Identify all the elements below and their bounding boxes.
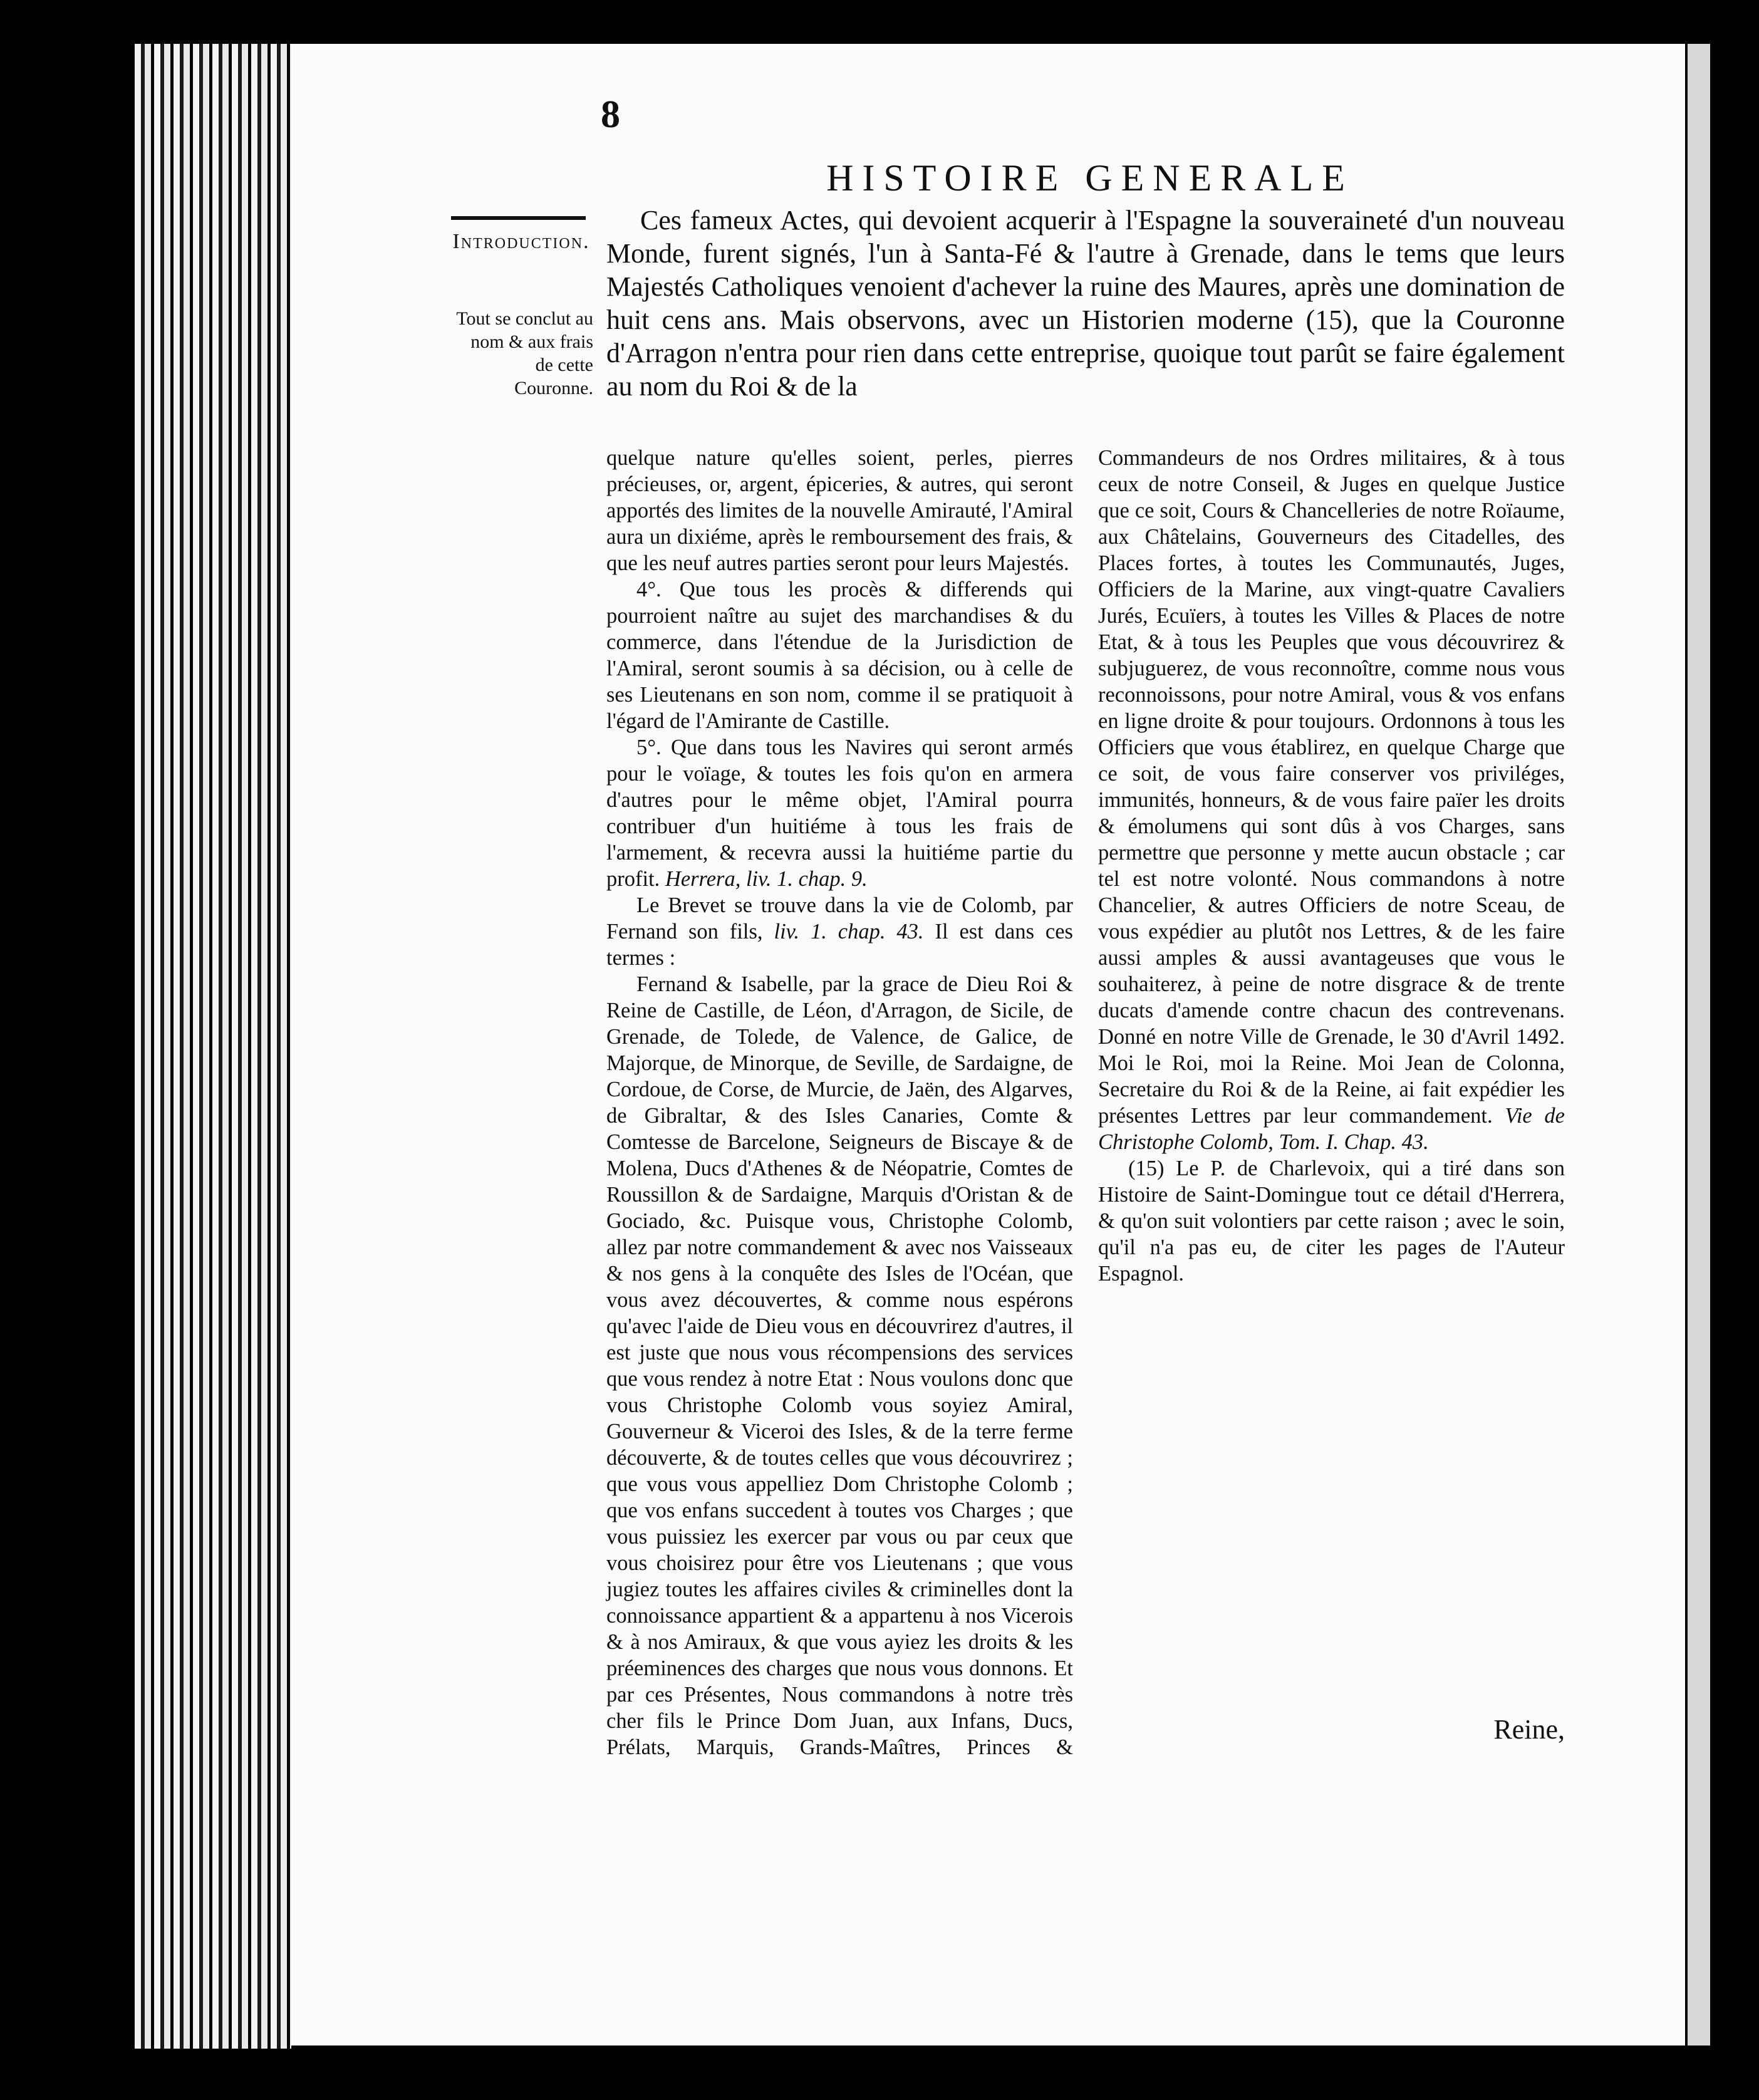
lead-paragraph: Ces fameux Actes, qui devoient acquerir à l'Espagne la souveraineté d'un nouveau Monde, furent signés, l'un à Santa-Fé & l'autre à Grenade, dans le tems que leurs Majestés Catholiques venoient d'achever la ruine des Maures, après une domination de huit cens ans. Mais observons, avec un Historien moderne (15), que la Couronne d'Arragon n'entra pour rien dans cette entreprise, quoique tout parût se faire également au nom du Roi & de la bbox=[606, 205, 1565, 402]
paragraph-2: 4°. Que tous les procès & differends qui pourroient naître au sujet des marchandises & du commerce, dans l'étendue de la Jurisdiction de l'Amiral, seront soumis à sa décision, ou à celle de ses Lieutenans en son nom, comme il se pratiquoit à l'égard de l'Amirante de Castille. bbox=[606, 578, 1073, 733]
page-right-edge bbox=[1685, 44, 1710, 2045]
paragraph-3-reference: Herrera, liv. 1. chap. 9. bbox=[665, 867, 868, 891]
page-number: 8 bbox=[601, 93, 620, 136]
paragraph-4-end: Il est dans ces termes : bbox=[606, 920, 1073, 970]
paragraph-4-reference: liv. 1. chap. 43. bbox=[774, 920, 924, 943]
paragraph-3 bbox=[606, 734, 1073, 892]
running-head: HISTOIRE GENERALE bbox=[826, 157, 1354, 199]
footnote-15: (15) Le P. de Charlevoix, qui a tiré dans son Histoire de Saint-Domingue tout ce détail d'Herrera, & qu'on suit volontiers par cette raison ; avec le soin, qu'il n'a pas eu, de citer les pages de l'Auteur Espagnol. bbox=[1098, 1157, 1565, 1286]
paragraph-1: quelque nature qu'elles soient, perles, pierres précieuses, or, argent, épiceries, & autres, qui seront apportés des limites de la nouvelle Amirauté, l'Amiral aura un dixiéme, après le remboursement des frais, & que les neuf autres parties seront pour leurs Majestés. bbox=[606, 446, 1073, 575]
catchword: Reine, bbox=[1493, 1714, 1565, 1745]
two-column-text bbox=[606, 445, 1565, 1786]
paragraph-5-text: Fernand & Isabelle, par la grace de Dieu Roi & Reine de Castille, de Léon, d'Arragon, de Sicile, de Grenade, de Tolede, de Valence, de Galice, de Majorque, de Minorque, de Seville, de Sardaigne, de Cordoue, de Corse, de Murcie, de Jaën, des Algarves, de Gibraltar, & des Isles Canaries, Comte & Comtesse de Barcelone, Seigneurs de Biscaye & de Molena, Ducs d'Athenes & de Néopatrie, Comtes de Roussillon & de Sardaigne, Marquis d'Oristan & de Gociado, &c. Puisque vous, Christophe Colomb, allez par notre commandement & avec nos Vaisseaux & nos gens à la conquête des Isles de l'Océan, que vous avez découvertes, & comme nous espérons qu'avec l'aide de Dieu vous en découvrirez d'autres, il est juste que nous vous récompensions des services que vous rendez à notre Etat : Nous voulons donc que vous Christophe Colomb vous soyiez Amiral, Gouverneur & Viceroi des Isles, & de la terre ferme découverte, & de toutes celles que vous découvrirez ; que vous vous appelliez Dom Christophe Colomb ; que vos enfans succedent à toutes vos Charges ; que vous puissiez les exercer par vous ou par ceux que vous choisirez pour être vos Lieutenans ; que vous jugiez toutes les affaires civiles & criminelles dont la connoissance appartient & a appartenu à nos Vicerois & à nos Amiraux, & que vous ayiez les droits & les préeminences des charges que nous vous donnons. Et par ces Présentes, Nous commandons à notre très cher fils le Prince Dom Juan, aux Infans, Ducs, Prélats, Marquis, Grands-Maîtres, Princes & Commandeurs de nos Ordres militaires, & à tous ceux de notre Conseil, & Juges en quelque Justice que ce soit, Cours & Chancelleries de notre Roïaume, aux Châtelains, Gouverneurs des Citadelles, des Places fortes, à toutes les Communautés, Juges, Officiers de la Marine, aux vingt-quatre Cavaliers Jurés, Ecuïers, à toutes les Villes & Places de notre Etat, & à tous les Peuples que vous découvrirez & subjuguerez, de vous reconnoître, comme nous vous reconnoissons, pour notre Amiral, vous & vos enfans en ligne droite & pour toujours. Ordonnons à tous les Officiers que vous établirez, en quelque Charge que ce soit, de vous faire conserver vos priviléges, immunités, honneurs, & de vous faire païer les droits & émolumens qui sont dûs à vos Charges, sans permettre que personne y mette aucun obstacle ; car tel est notre volonté. Nous commandons à notre Chancelier, & autres Officiers de notre Sceau, de vous expédier au plutôt nos Lettres, & de les faire aussi amples & aussi avantageuses que vous le souhaiterez, à peine de notre disgrace & de trente ducats d'amende contre chacun des contrevenans. Donné en notre Ville de Grenade, le 30 d'Avril 1492. Moi le Roi, moi la Reine. Moi Jean de Colonna, Secretaire du Roi & de la Reine, ai fait expédier les présentes Lettres par leur commandement. bbox=[606, 446, 1565, 1759]
lead-paragraph-block bbox=[606, 204, 1565, 403]
margin-heading: Introduction. bbox=[452, 230, 590, 253]
paragraph-4 bbox=[606, 892, 1073, 971]
book-edge bbox=[135, 44, 291, 2049]
margin-rule bbox=[451, 216, 586, 220]
paragraph-5-reference: Vie de Christophe Colomb, Tom. I. Chap. 43. bbox=[1098, 1104, 1565, 1154]
margin-note: Tout se conclut au nom & aux frais de cette Couronne. bbox=[456, 308, 593, 398]
paragraph-4-text: Le Brevet se trouve dans la vie de Colomb, par Fernand son fils, bbox=[606, 893, 1073, 943]
paragraph-3-text: 5°. Que dans tous les Navires qui seront armés pour le voïage, & toutes les fois qu'on en armera d'autres pour le même objet, l'Amiral pourra contribuer d'un huitiéme à tous les frais de l'armement, & recevra aussi la huitiéme partie du profit. bbox=[606, 736, 1073, 891]
